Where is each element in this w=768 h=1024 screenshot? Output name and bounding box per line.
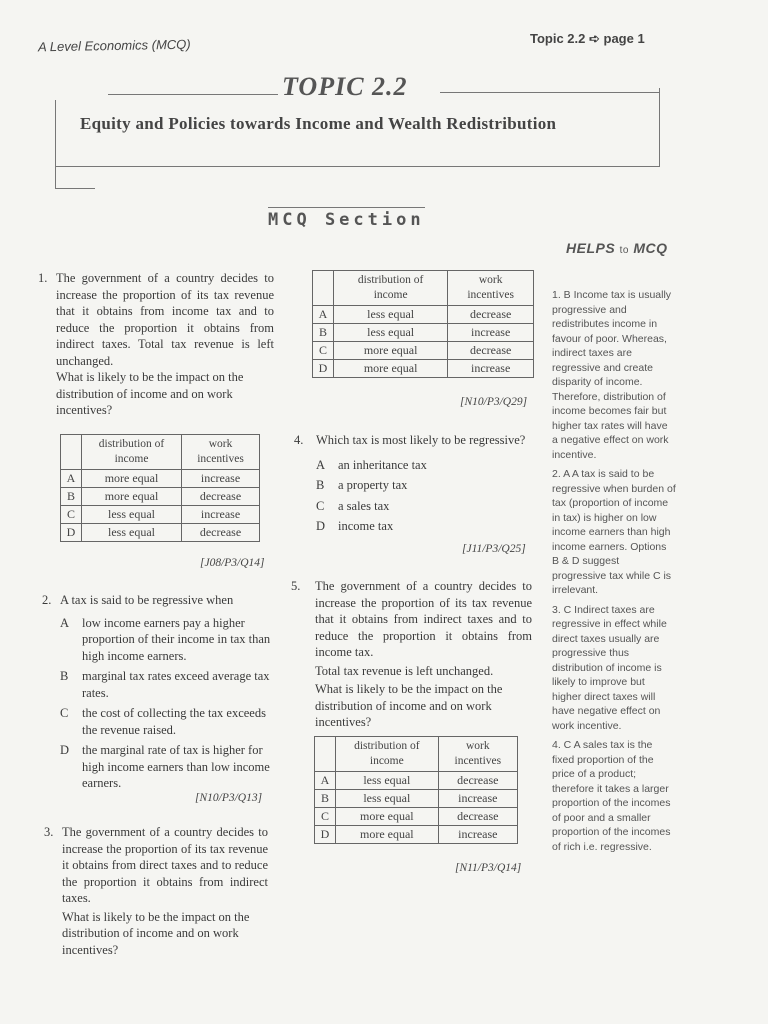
option-d: D income tax bbox=[316, 519, 394, 533]
question-reference: [N10/P3/Q29] bbox=[460, 396, 528, 408]
question-text: The government of a country decides to increase the proportion of its tax revenue it obtains from direct taxes and to reduce the proportion it obtains from indirect taxes. bbox=[62, 825, 268, 905]
helps-note-1: 1. B Income tax is usually progressive and redistributes income in favour of poor. Whereas, indirect taxes are regressive and create disparity of income. Therefore, distribution of income becomes fair but higher tax rates will have a negative effect on work incentive. bbox=[552, 289, 672, 461]
question-text-2: Total tax revenue is left unchanged. bbox=[315, 663, 494, 678]
option-c: C the cost of collecting the tax exceeds the revenue raised. bbox=[60, 706, 266, 737]
topic-title: TOPIC 2.2 bbox=[282, 72, 408, 101]
page-indicator: Topic 2.2 ➪ page 1 bbox=[530, 31, 645, 46]
section-title: MCQ Section bbox=[268, 207, 425, 230]
option-b: B marginal tax rates exceed average tax rates. bbox=[60, 669, 270, 700]
answer-table-q3: distribution of income work incentives A less equal decrease B less equal increase C more equal decrease D more equal increase bbox=[312, 270, 534, 378]
table-row: B less equal increase bbox=[315, 790, 518, 808]
topic-box-left-edge bbox=[55, 100, 56, 188]
helps-note-2: 2. A A tax is said to be regressive when burden of tax (proportion of income in tax) is higher on low income earners than high income earners. Options B & D suggest progressive tax while C is irrelevant. bbox=[552, 468, 676, 596]
table-row: A less equal decrease bbox=[313, 306, 534, 324]
question-reference: [J11/P3/Q25] bbox=[462, 543, 526, 555]
question-text: A tax is said to be regressive when bbox=[60, 593, 234, 607]
answer-table-q5: distribution of income work incentives A less equal decrease B less equal increase C more equal decrease D more equal increase bbox=[314, 736, 518, 844]
question-5 bbox=[291, 578, 532, 731]
topic-subject: Equity and Policies towards Income and Wealth Redistribution bbox=[80, 114, 557, 133]
question-reference: [J08/P3/Q14] bbox=[200, 557, 265, 569]
book-title: A Level Economics (MCQ) bbox=[37, 36, 191, 55]
option-b: B a property tax bbox=[316, 478, 408, 492]
question-number: 1. bbox=[38, 271, 48, 285]
table-row: C less equal increase bbox=[61, 506, 260, 524]
option-list bbox=[60, 615, 272, 792]
table-row: C more equal decrease bbox=[313, 342, 534, 360]
option-d: D the marginal rate of tax is higher for high income earners than low income earners. bbox=[60, 743, 270, 790]
table-row: C more equal decrease bbox=[315, 808, 518, 826]
table-row: B less equal increase bbox=[313, 324, 534, 342]
option-a: A low income earners pay a higher proportion of their income in tax than high income earners. bbox=[60, 615, 271, 663]
table-row: A less equal decrease bbox=[315, 772, 518, 790]
question-4 bbox=[294, 432, 526, 539]
table-row: A more equal increase bbox=[61, 470, 260, 488]
table-row: D more equal increase bbox=[313, 360, 534, 378]
question-prompt: What is likely to be the impact on the distribution of income and on work incentives? bbox=[62, 909, 250, 957]
question-prompt: What is likely to be the impact on the distribution of income and on work incentives? bbox=[56, 370, 244, 417]
table-row: D less equal decrease bbox=[61, 524, 260, 542]
question-number: 5. bbox=[291, 579, 301, 593]
topic-box-foot bbox=[55, 188, 95, 189]
question-text: The government of a country decides to increase the proportion of its tax revenue that it obtains from income tax and to reduce the proportion it obtains from indirect taxes. Total tax revenue is left unchanged. bbox=[56, 271, 274, 368]
question-text: The government of a country decides to increase the proportion of its tax revenue that it obtains from indirect taxes and to reduce the proportion it obtains from income tax. bbox=[315, 579, 532, 659]
question-3 bbox=[44, 824, 268, 958]
question-number: 3. bbox=[44, 825, 54, 839]
question-2 bbox=[42, 592, 272, 796]
answer-table-q1: distribution of income work incentives A more equal increase B more equal decrease C less equal increase D less equal decrease bbox=[60, 434, 260, 542]
helps-notes bbox=[552, 288, 676, 859]
question-number: 4. bbox=[294, 433, 304, 447]
helps-note-4: 4. C A sales tax is the fixed proportion of the price of a product; therefore it takes a larger proportion of the incomes of poor and a smaller proportion of the incomes of rich i.e. regressive. bbox=[552, 739, 671, 853]
question-number: 2. bbox=[42, 593, 52, 607]
table-row: D more equal increase bbox=[315, 826, 518, 844]
option-c: C a sales tax bbox=[316, 498, 390, 513]
question-reference: [N10/P3/Q13] bbox=[195, 792, 263, 804]
helps-note-3: 3. C Indirect taxes are regressive in effect while direct taxes usually are progressive thus distribution of income is likely to improve but higher direct taxes will have negative effect on work incentive. bbox=[552, 603, 667, 732]
option-list bbox=[316, 457, 526, 535]
helps-title: HELPS to MCQ bbox=[566, 240, 668, 256]
question-reference: [N11/P3/Q14] bbox=[455, 862, 522, 874]
question-text: Which tax is most likely to be regressive? bbox=[316, 433, 526, 447]
option-a: A an inheritance tax bbox=[316, 457, 427, 472]
question-1 bbox=[38, 270, 274, 419]
question-prompt: What is likely to be the impact on the distribution of income and on work incentives? bbox=[315, 682, 503, 729]
table-row: B more equal decrease bbox=[61, 488, 260, 506]
